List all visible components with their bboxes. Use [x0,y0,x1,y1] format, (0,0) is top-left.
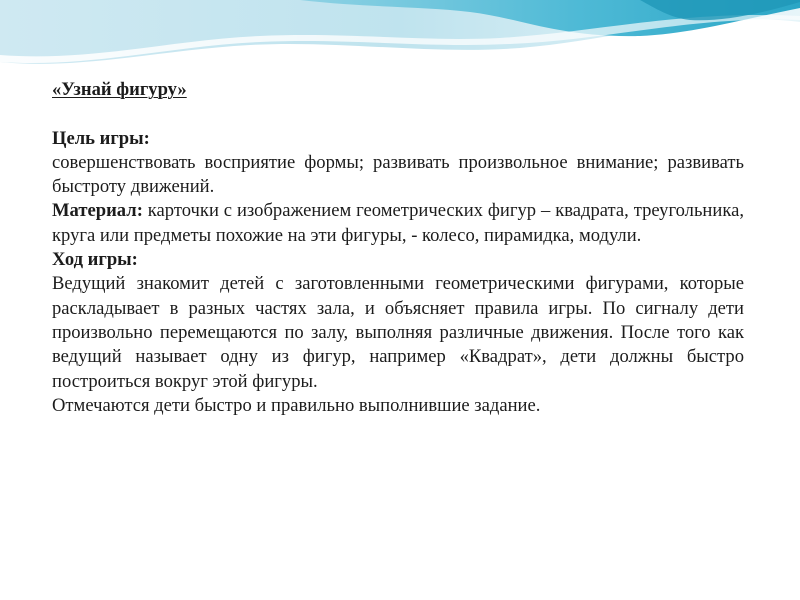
blank-line [52,102,744,126]
closing-text: Отмечаются дети быстро и правильно выполнившие задание. [52,394,541,416]
process-text: Ведущий знакомит детей с заготовленными геометрическими фигурами, которые раскладывает в разных частях зала, и объясняет правила игры. По сигналу дети произвольно перемещаются по залу, выполняя различные движения. После того как ведущий называет одну из фигур, например «Квадрат», дети должны быстро построиться вокруг этой фигуры. [52,273,744,392]
game-title: «Узнай фигуру» [52,79,187,100]
process-heading: Ход игры: [52,249,138,271]
goal-heading: Цель игры: [52,127,150,149]
game-description [52,78,744,418]
decorative-wave-header [0,0,800,80]
material-label: Материал: [52,200,143,222]
goal-text: совершенствовать восприятие формы; развивать произвольное внимание; развивать быстроту движений. [52,151,744,198]
material-paragraph [52,199,744,248]
material-text: карточки с изображением геометрических фигур – квадрата, треугольника, круга или предметы похожие на эти фигуры, - колесо, пирамидка, модули. [52,200,744,246]
